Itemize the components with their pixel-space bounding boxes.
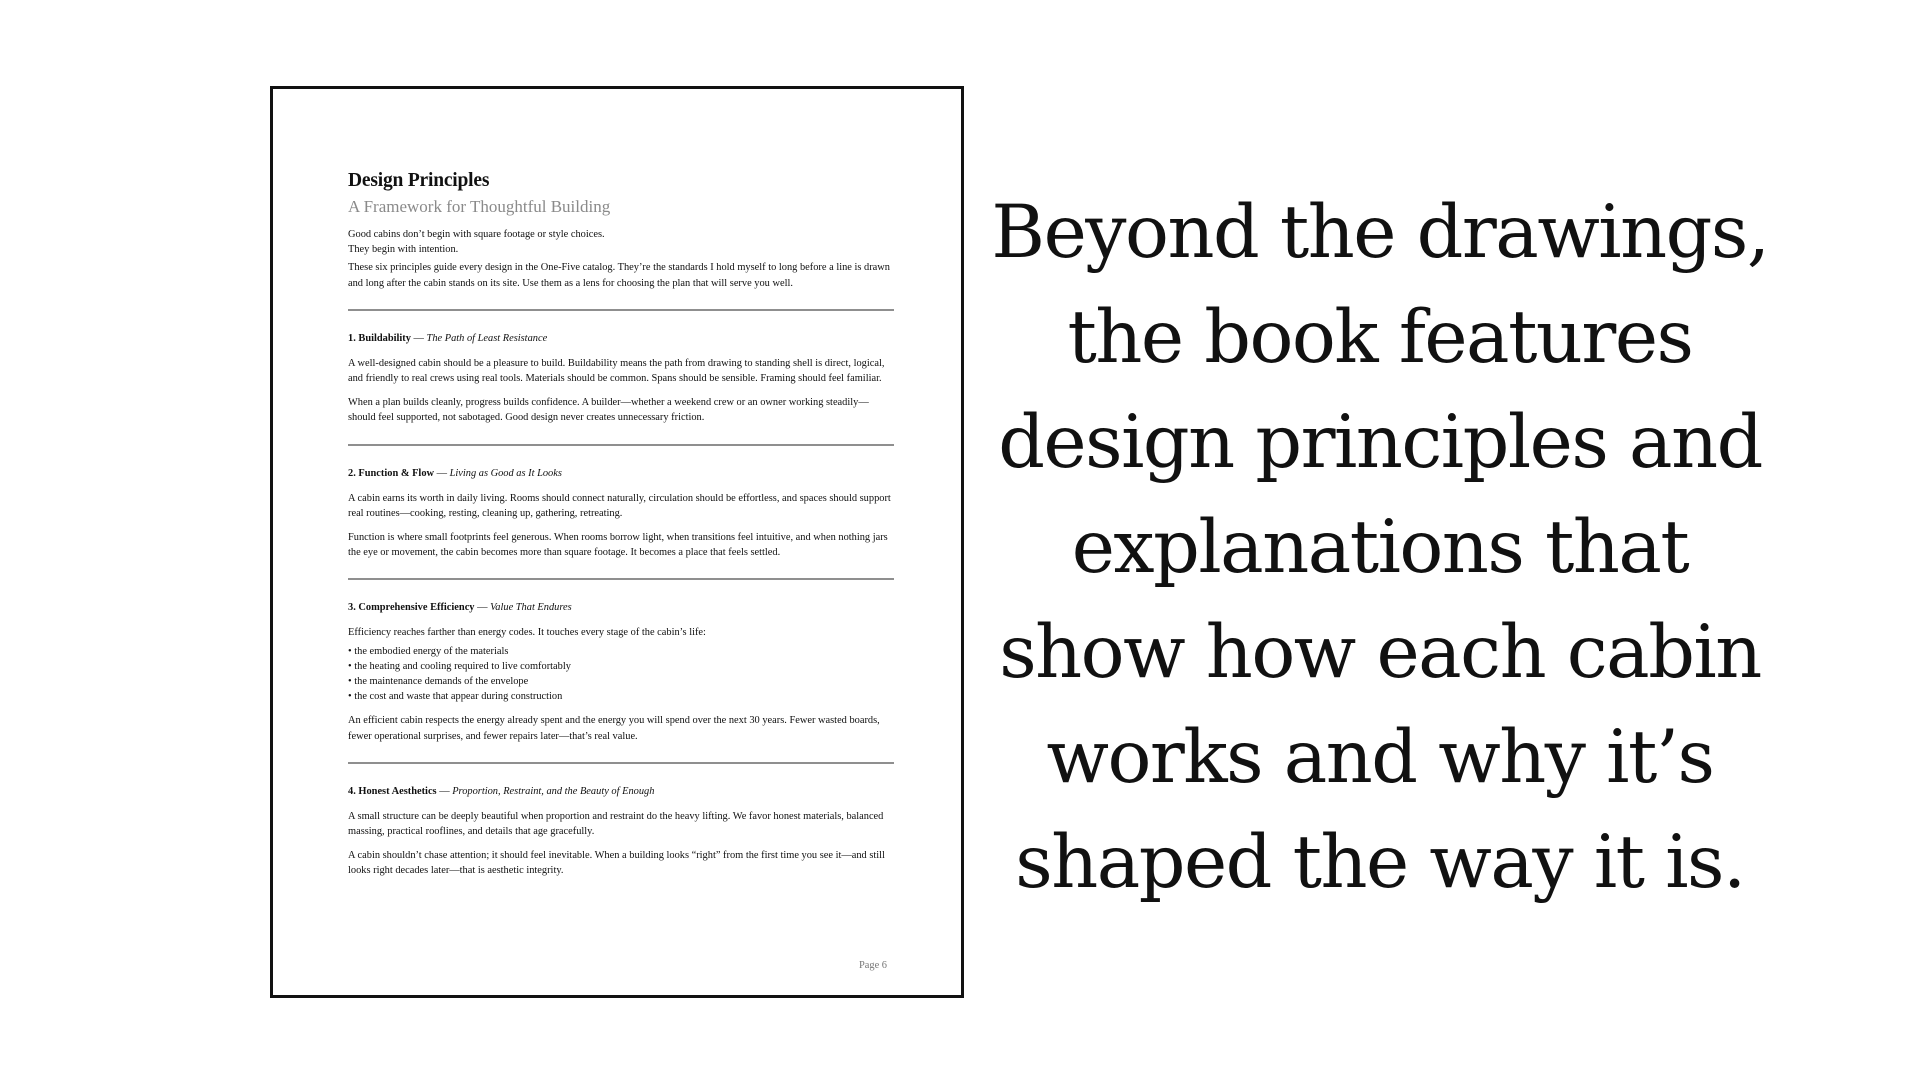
page-title: Design Principles [348,170,490,191]
slide-caption [985,180,1775,915]
section-tagline: Value That Endures [490,602,572,614]
caption-line: explanations that [1071,505,1689,590]
section-buildability [348,331,894,426]
document-page [270,86,964,998]
caption-line: Beyond the drawings, [991,190,1769,275]
section-paragraph: When a plan builds cleanly, progress builds confidence. A builder—whether a weekend crew or an owner working steadily—should feel supported, not sabotaged. Good design never creates unnecessary friction. [348,397,869,424]
section-divider [348,578,894,580]
section-lead: Efficiency reaches farther than energy codes. It touches every stage of the cabin’s life: [348,627,706,639]
section-divider [348,444,894,446]
section-separator: — [410,332,427,344]
section-heading [348,600,894,615]
section-tagline: Living as Good as It Looks [449,467,562,479]
page-number: Page 6 [859,960,887,971]
page-subtitle: A Framework for Thoughtful Building [348,197,611,216]
section-separator: — [474,602,491,614]
section-paragraph: Function is where small footprints feel generous. When rooms borrow light, when transitions feel intuitive, and when nothing jars the eye or movement, the cabin becomes more than square footage. It becomes a place that feels settled. [348,532,888,559]
intro-paragraph: These six principles guide every design in the One-Five catalog. They’re the standards I hold myself to long before a line is drawn and long after the cabin stands on its site. Use them as a lens for choosing the plan that will serve you well. [348,262,890,289]
section-heading [348,784,894,799]
section-paragraph: A well-designed cabin should be a pleasure to build. Buildability means the path from drawing to standing shell is direct, logical, and friendly to real crews using real tools. Materials should be common. Spans should be sensible. Framing should feel familiar. [348,357,885,385]
section-title: 4. Honest Aesthetics [348,785,437,797]
section-heading [348,466,894,481]
section-paragraph: A small structure can be deeply beautiful when proportion and restraint do the heavy lifting. We favor honest materials, balanced massing, practical rooflines, and details that age gracefully. [348,810,884,838]
bullet-list [348,644,894,705]
section-paragraph: An efficient cabin respects the energy already spent and the energy you will spend over the next 30 years. Fewer wasted boards, fewer operational surprises, and fewer repairs later—that’s real value. [348,715,880,742]
section-separator: — [434,467,450,479]
section-divider [348,762,894,764]
bullet-item: • the cost and waste that appear during construction [348,689,894,704]
caption-line: the book features [1067,295,1693,380]
section-title: 3. Comprehensive Efficiency [348,602,475,614]
section-tagline: Proportion, Restraint, and the Beauty of Enough [452,785,655,797]
caption-line: design principles and [998,400,1762,485]
intro-lines [348,227,894,257]
caption-line: shaped the way it is. [1015,820,1745,905]
section-tagline: The Path of Least Resistance [426,332,548,344]
intro-line: They begin with intention. [348,244,459,256]
caption-line: works and why it’s [1046,715,1714,800]
section-paragraph: A cabin earns its worth in daily living. Rooms should connect naturally, circulation should be effortless, and spaces should support real routines—cooking, resting, cleaning up, gathering, retreating. [348,492,891,519]
page-content [348,169,894,888]
bullet-item: • the heating and cooling required to live comfortably [348,659,894,674]
bullet-item: • the embodied energy of the materials [348,644,894,659]
section-separator: — [436,785,453,797]
bullet-item: • the maintenance demands of the envelope [348,674,894,689]
section-title: 2. Function & Flow [348,467,435,479]
intro-line: Good cabins don’t begin with square footage or style choices. [348,229,605,240]
section-function-flow [348,466,894,561]
caption-line: show how each cabin [999,610,1761,695]
section-honest-aesthetics [348,784,894,879]
section-heading [348,331,894,346]
section-comprehensive-efficiency [348,600,894,743]
section-title: 1. Buildability [348,332,411,344]
section-paragraph: A cabin shouldn’t chase attention; it should feel inevitable. When a building looks “right” from the first time you see it—and still looks right decades later—that is aesthetic integrity. [348,850,885,877]
section-divider [348,309,894,311]
